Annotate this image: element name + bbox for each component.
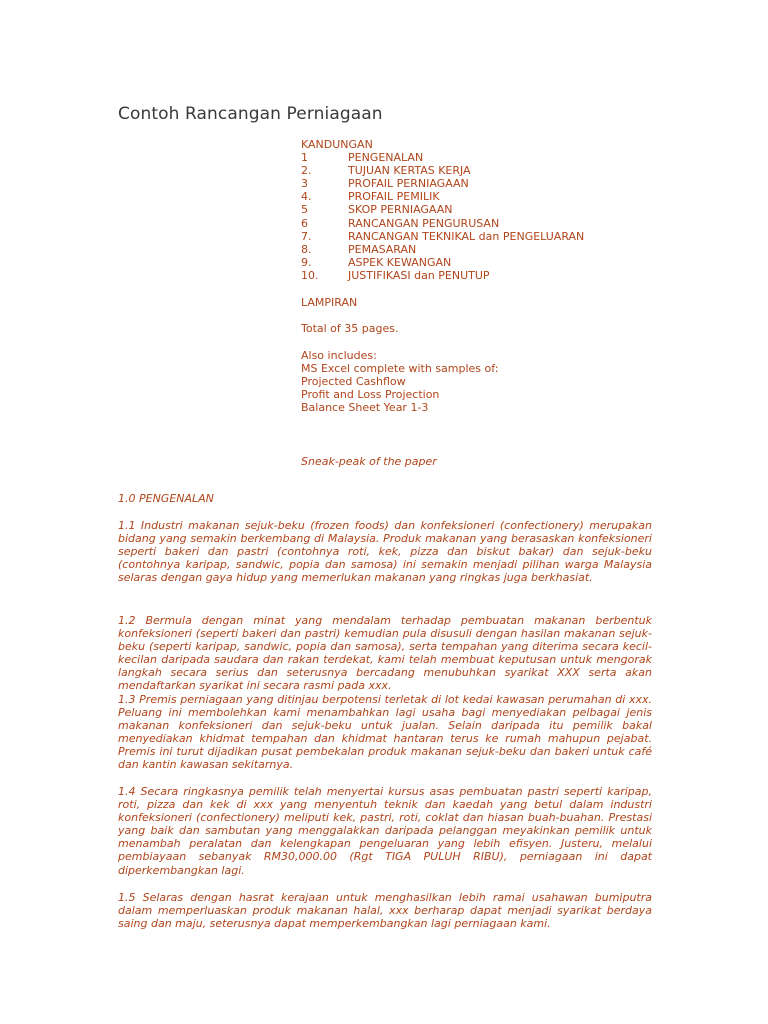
toc-item-label: TUJUAN KERTAS KERJA (348, 164, 471, 178)
toc-item-label: RANCANGAN PENGURUSAN (348, 216, 500, 230)
page-title: Contoh Rancangan Perniagaan (118, 104, 383, 124)
includes-item: MS Excel complete with samples of: (301, 362, 499, 376)
toc-item-number: 4. (301, 190, 312, 204)
toc-item-label: RANCANGAN TEKNIKAL dan PENGELUARAN (348, 229, 585, 243)
toc-item-number: 5 (301, 203, 308, 217)
total-pages-text: Total of 35 pages. (301, 322, 399, 335)
toc-item (301, 151, 584, 164)
toc-item (301, 217, 584, 230)
toc-item-number: 6 (301, 216, 308, 230)
toc-item-label: PROFAIL PEMILIK (348, 190, 440, 204)
toc-heading: KANDUNGAN (301, 138, 373, 151)
includes-item: Projected Cashflow (301, 375, 406, 389)
table-of-contents (301, 138, 584, 282)
includes-item: Balance Sheet Year 1-3 (301, 401, 429, 415)
paragraph-1-2: 1.2 Bermula dengan minat yang mendalam terhadap pembuatan makanan berbentuk konfeksioneri (seperti bakeri dan pastri) kemudian pula disusuli dengan hasilan makanan sejuk-beku (seperti karipap, sandwic, popia dan samosa), serta tempahan yang diterima secara kecil-kecilan daripada saudara dan rakan terdekat, kami telah membuat keputusan untuk mengorak langkah secara serius dan seterusnya bercadang menubuhkan syarikat XXX serta akan mendaftarkan syarikat ini secara rasmi pada xxx. (118, 614, 652, 693)
paragraph-1-1: 1.1 Industri makanan sejuk-beku (frozen foods) dan konfeksioneri (confectionery) merupakan bidang yang semakin berkembang di Malaysia. Produk makanan yang berasaskan konfeksioneri seperti bakeri dan pastri (contohnya roti, kek, pizza dan biskut bakar) dan sejuk-beku (contohnya karipap, sandwic, popia dan samosa) ini semakin menjadi pilihan warga Malaysia selaras dengan gaya hidup yang memerlukan makanan yang ringkas juga berkhasiat. (118, 519, 652, 585)
section-heading: 1.0 PENGENALAN (118, 492, 214, 505)
toc-item (301, 230, 584, 243)
toc-item (301, 190, 584, 203)
paragraph-1-4: 1.4 Secara ringkasnya pemilik telah menyertai kursus asas pembuatan pastri seperti karipap, roti, pizza dan kek di xxx yang menyentuh teknik dan kaedah yang betul dalam industri konfeksioneri (confectionery) meliputi kek, pastri, roti, coklat dan hiasan buah-buahan. Prestasi yang baik dan sambutan yang menggalakkan daripada pelanggan meyakinkan pemilik untuk menambah peralatan dan kelengkapan pengeluaran yang lebih efisyen. Justeru, melalui pembiayaan sebanyak RM30,000.00 (Rgt TIGA PULUH RIBU), perniagaan ini dapat diperkembangkan lagi. (118, 785, 652, 877)
toc-item (301, 164, 584, 177)
toc-item (301, 269, 584, 282)
toc-item-number: 8. (301, 242, 312, 256)
includes-heading: Also includes: (301, 349, 377, 362)
lampiran-label: LAMPIRAN (301, 296, 358, 309)
toc-item-number: 1 (301, 151, 308, 165)
toc-item-number: 10. (301, 268, 319, 282)
toc-item-label: PEMASARAN (348, 242, 417, 256)
includes-item: Profit and Loss Projection (301, 388, 440, 402)
toc-item-label: JUSTIFIKASI dan PENUTUP (348, 268, 490, 282)
toc-item (301, 256, 584, 269)
paragraph-1-5: 1.5 Selaras dengan hasrat kerajaan untuk menghasilkan lebih ramai usahawan bumiputra dalam memperluaskan produk makanan halal, xxx berharap dapat menjadi syarikat berdaya saing dan maju, seterusnya dapat memperkembangkan lagi perniagaan kami. (118, 891, 652, 931)
toc-item-number: 2. (301, 164, 312, 178)
toc-item (301, 243, 584, 256)
toc-item (301, 203, 584, 216)
sneak-peak-label: Sneak-peak of the paper (301, 455, 437, 468)
toc-item-number: 7. (301, 229, 312, 243)
toc-item-label: PROFAIL PERNIAGAAN (348, 177, 469, 191)
toc-item (301, 177, 584, 190)
toc-item-number: 9. (301, 255, 312, 269)
toc-item-number: 3 (301, 177, 308, 191)
includes-block (301, 349, 498, 414)
paragraph-1-3: 1.3 Premis perniagaan yang ditinjau berpotensi terletak di lot kedai kawasan perumahan di xxx. Peluang ini membolehkan kami menambahkan lagi usaha bagi menyediakan pelbagai jenis makanan konfeksioneri dan sejuk-beku untuk jualan. Selain daripada itu pemilik bakal menyediakan khidmat tempahan dan khidmat hantaran terus ke rumah mahupun pejabat. Premis ini turut dijadikan pusat pembekalan produk makanan sejuk-beku dan bakeri untuk café dan kantin kawasan sekitarnya. (118, 693, 652, 772)
toc-item-label: ASPEK KEWANGAN (348, 255, 452, 269)
toc-item-label: SKOP PERNIAGAAN (348, 203, 453, 217)
toc-item-label: PENGENALAN (348, 151, 424, 165)
